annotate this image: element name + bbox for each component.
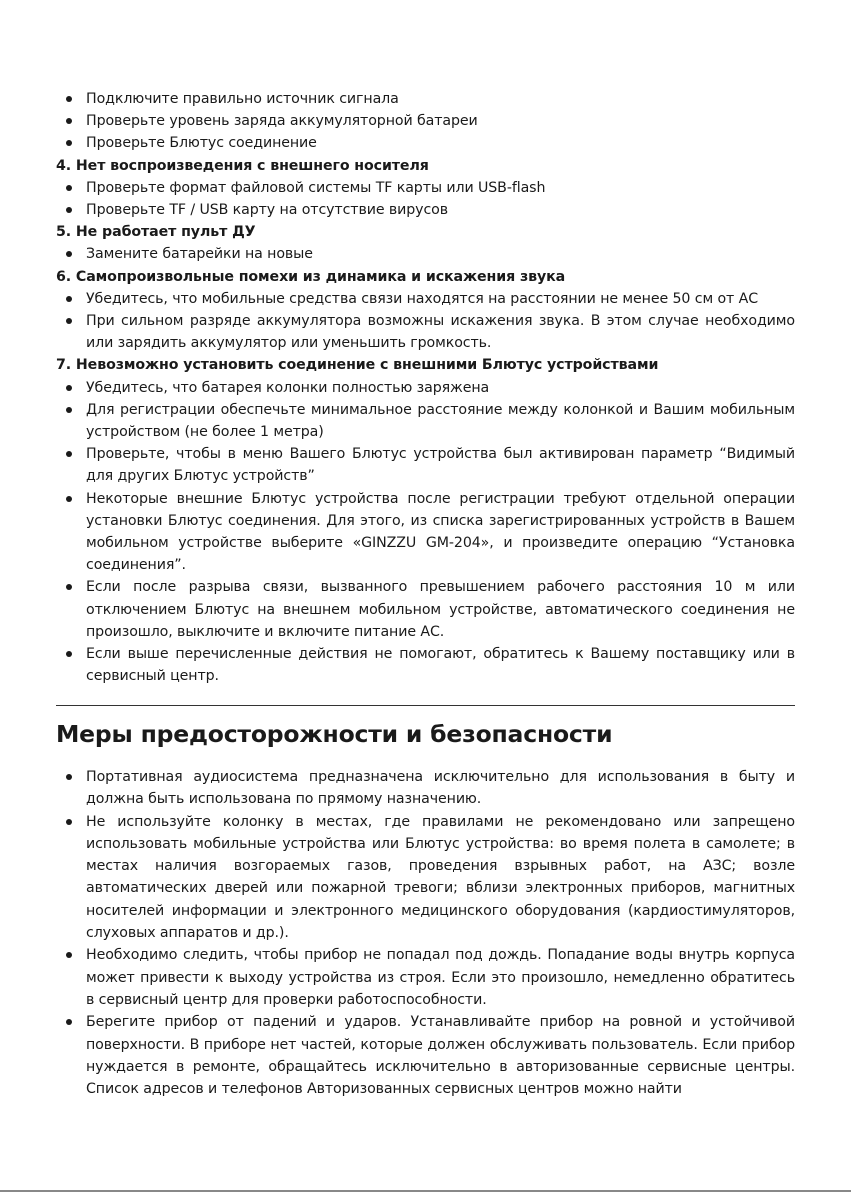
list-item: Замените батарейки на новые [56,243,795,265]
list-item: При сильном разряде аккумулятора возможны искажения звука. В этом случае необходимо или зарядить аккумулятор или уменьшить громкость. [56,310,795,354]
safety-section [56,766,795,1100]
list-item: Проверьте формат файловой системы TF карты или USB-flash [56,177,795,199]
list-item: Подключите правильно источник сигнала [56,88,795,110]
safety-list [56,766,795,1100]
list-item: Для регистрации обеспечьте минимальное расстояние между колонкой и Вашим мобильным устройством (не более 1 метра) [56,399,795,443]
problem-heading: 5. Не работает пульт ДУ [56,224,256,241]
troubleshooting-list-e [56,377,795,688]
list-item: Проверьте уровень заряда аккумуляторной батареи [56,110,795,132]
troubleshooting-list-d [56,288,795,355]
list-item: Берегите прибор от падений и ударов. Устанавливайте прибор на ровной и устойчивой поверхности. В приборе нет частей, которые должен обслуживать пользователь. Если прибор нуждается в ремонте, обращайтесь исключительно в авторизованные сервисные центры. Список адресов и телефонов Авторизованных сервисных центров можно найти [56,1011,795,1100]
problem-heading: 6. Самопроизвольные помехи из динамика и искажения звука [56,268,566,285]
list-item: Проверьте, чтобы в меню Вашего Блютус устройства был активирован параметр “Видимый для других Блютус устройств” [56,443,795,487]
list-item: Если выше перечисленные действия не помогают, обратитесь к Вашему поставщику или в сервисный центр. [56,643,795,687]
problem-heading: 4. Нет воспроизведения с внешнего носителя [56,157,429,174]
list-item: Проверьте Блютус соединение [56,132,795,154]
list-item: Если после разрыва связи, вызванного превышением рабочего расстояния 10 м или отключением Блютус на внешнем мобильном устройстве, автоматического соединения не произошло, выключите и включите питание АС. [56,576,795,643]
safety-title: Меры предосторожности и безопасности [56,720,613,748]
troubleshooting-list-a [56,88,795,155]
list-item: Некоторые внешние Блютус устройства после регистрации требуют отдельной операции установки Блютус соединения. Для этого, из списка зарегистрированных устройств в Вашем мобильном устройстве выберите «GINZZU GM-204», и произведите операцию “Установка соединения”. [56,488,795,577]
list-item: Убедитесь, что мобильные средства связи находятся на расстоянии не менее 50 см от АС [56,288,795,310]
list-item: Портативная аудиосистема предназначена исключительно для использования в быту и должна быть использована по прямому назначению. [56,766,795,811]
problem-heading: 7. Невозможно установить соединение с внешними Блютус устройствами [56,357,659,374]
list-item: Необходимо следить, чтобы прибор не попадал под дождь. Попадание воды внутрь корпуса может привести к выходу устройства из строя. Если это произошло, немедленно обратитесь в сервисный центр для проверки работоспособности. [56,944,795,1011]
troubleshooting-section [56,88,795,687]
troubleshooting-list-b [56,177,795,221]
list-item: Убедитесь, что батарея колонки полностью заряжена [56,377,795,399]
list-item: Не используйте колонку в местах, где правилами не рекомендовано или запрещено использовать мобильные устройства или Блютус устройства: во время полета в самолете; в местах наличия возгораемых газов, проведения взрывных работ, на АЗС; возле автоматических дверей или пожарной тревоги; вблизи электронных приборов, магнитных носителей информации и электронного медицинского оборудования (кардиостимуляторов, слуховых аппаратов и др.). [56,811,795,945]
section-divider [56,705,795,706]
troubleshooting-list-c [56,243,795,265]
list-item: Проверьте TF / USB карту на отсутствие вирусов [56,199,795,221]
